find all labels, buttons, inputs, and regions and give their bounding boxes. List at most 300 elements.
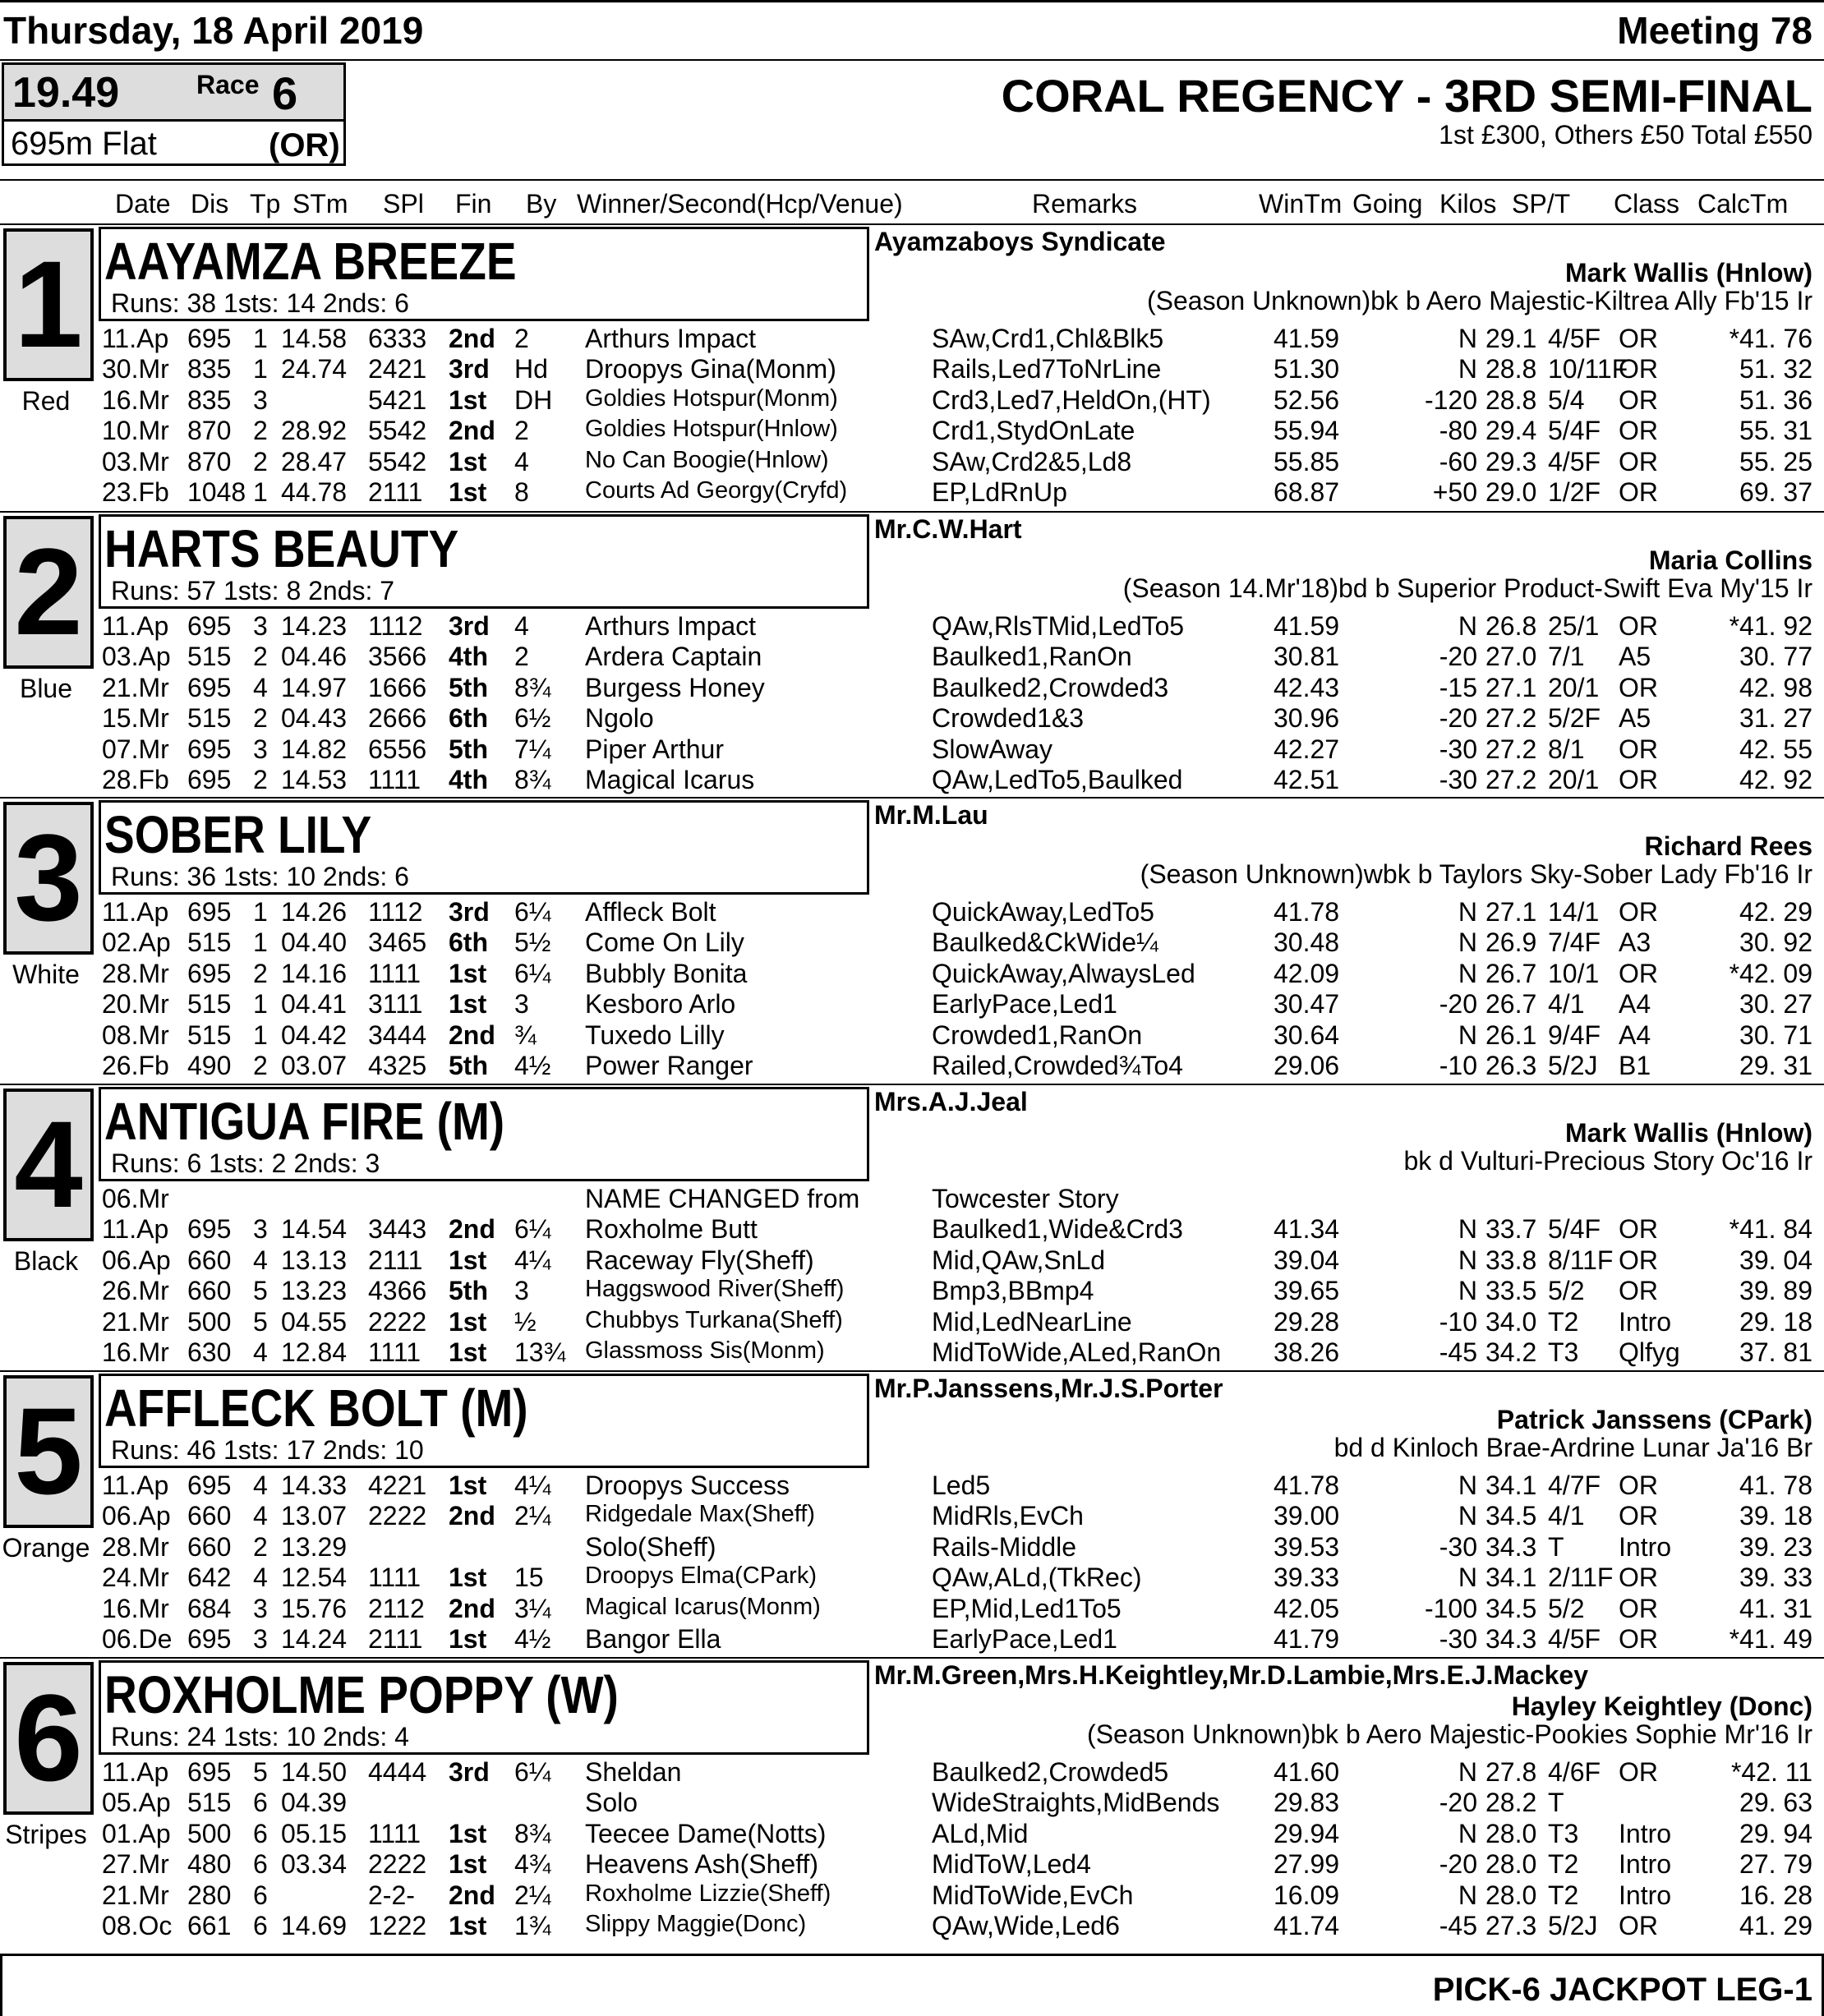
form-sectional: 04.39 bbox=[281, 1788, 348, 1818]
form-calc-time: 42. 98 bbox=[1739, 672, 1812, 702]
form-win-time: 42.43 bbox=[1274, 672, 1340, 702]
form-winner-second: Teecee Dame(Notts) bbox=[585, 1818, 827, 1848]
form-date: 06.Ap bbox=[102, 1501, 171, 1531]
form-win-time: 39.04 bbox=[1274, 1245, 1340, 1275]
form-trap: 3 bbox=[253, 1214, 268, 1245]
form-remarks: EP,LdRnUp bbox=[932, 476, 1067, 507]
form-trap: 3 bbox=[253, 1623, 268, 1654]
runner-block-5 bbox=[0, 1370, 1824, 1658]
form-split-positions: 2111 bbox=[368, 1245, 423, 1275]
top-rule bbox=[0, 0, 1824, 2]
form-date: 11.Ap bbox=[102, 611, 169, 641]
dog-stats: Runs: 6 1sts: 2 2nds: 3 bbox=[111, 1148, 380, 1178]
form-going: N bbox=[1458, 1020, 1477, 1050]
form-trap: 4 bbox=[253, 1245, 268, 1275]
form-date: 27.Mr bbox=[102, 1849, 169, 1880]
form-finish: 1st bbox=[449, 384, 487, 415]
breeding-line: bk d Vulturi-Precious Story Oc'16 Ir bbox=[1403, 1146, 1812, 1176]
form-sp: 8/11F bbox=[1548, 1245, 1614, 1275]
form-winner-second: Bubbly Bonita bbox=[585, 958, 748, 988]
table-row bbox=[0, 927, 1824, 958]
form-winner-second: Burgess Honey bbox=[585, 672, 765, 702]
form-kilos: 34.5 bbox=[1485, 1501, 1537, 1531]
form-finish: 2nd bbox=[449, 1501, 495, 1531]
form-sp: T2 bbox=[1548, 1849, 1579, 1880]
form-distance: 695 bbox=[187, 764, 232, 794]
footer-left-border bbox=[0, 1954, 2, 2016]
form-sp: 8/1 bbox=[1548, 734, 1585, 764]
form-sp: 4/5F bbox=[1548, 324, 1601, 353]
form-going: -20 bbox=[1439, 989, 1477, 1020]
form-finish: 2nd bbox=[449, 1880, 495, 1910]
form-going: -30 bbox=[1439, 764, 1477, 794]
form-win-time: 42.51 bbox=[1274, 764, 1340, 794]
form-sectional: 04.55 bbox=[281, 1306, 348, 1337]
form-going: -120 bbox=[1424, 384, 1477, 415]
form-going: N bbox=[1458, 958, 1477, 988]
form-sectional: 12.84 bbox=[281, 1337, 348, 1367]
form-split-positions: 1222 bbox=[368, 1910, 427, 1940]
form-class: B1 bbox=[1619, 1050, 1651, 1080]
form-winner-second: Arthurs Impact bbox=[585, 611, 757, 641]
form-going: -30 bbox=[1439, 1623, 1477, 1654]
dog-name-box bbox=[99, 1087, 869, 1181]
form-kilos: 34.2 bbox=[1485, 1337, 1537, 1367]
form-going: N bbox=[1458, 354, 1477, 384]
form-remarks: QAw,ALd,(TkRec) bbox=[932, 1563, 1142, 1593]
form-kilos: 26.9 bbox=[1485, 927, 1537, 958]
form-date: 08.Oc bbox=[102, 1910, 173, 1940]
trap-colour: Stripes bbox=[5, 1820, 87, 1849]
footer-rule bbox=[0, 1954, 1824, 1956]
form-sp: 5/4F bbox=[1548, 416, 1601, 446]
form-class: A3 bbox=[1619, 927, 1651, 958]
form-going: -20 bbox=[1439, 703, 1477, 734]
form-beaten-by: Hd bbox=[514, 354, 548, 384]
form-remarks: MidToWide,EvCh bbox=[932, 1880, 1134, 1910]
race-prize: 1st £300, Others £50 Total £550 bbox=[1439, 120, 1812, 150]
form-trap: 3 bbox=[253, 611, 268, 641]
form-winner-second: Chubbys Turkana(Sheff) bbox=[585, 1306, 843, 1333]
form-win-time: 39.53 bbox=[1274, 1531, 1340, 1562]
form-sectional: 14.54 bbox=[281, 1214, 348, 1245]
form-finish: 2nd bbox=[449, 324, 495, 353]
form-going: -30 bbox=[1439, 1531, 1477, 1562]
table-row bbox=[0, 734, 1824, 765]
form-winner-second: NAME CHANGED from bbox=[585, 1184, 860, 1213]
owner-name: Mr.C.W.Hart bbox=[874, 514, 1022, 544]
runner-top-rule bbox=[0, 1084, 1824, 1085]
col-kilos: Kilos bbox=[1439, 189, 1497, 219]
form-win-time: 52.56 bbox=[1274, 384, 1340, 415]
form-win-time: 38.26 bbox=[1274, 1337, 1340, 1367]
form-winner-second: Raceway Fly(Sheff) bbox=[585, 1245, 814, 1275]
form-sectional: 13.29 bbox=[281, 1531, 348, 1562]
runner-top-rule bbox=[0, 223, 1824, 225]
form-sectional: 04.46 bbox=[281, 642, 348, 672]
form-kilos: 34.1 bbox=[1485, 1471, 1537, 1500]
form-going: N bbox=[1458, 1880, 1477, 1910]
form-remarks: Baulked2,Crowded3 bbox=[932, 672, 1169, 702]
form-sp: 4/6F bbox=[1548, 1757, 1601, 1787]
form-beaten-by: 8¾ bbox=[514, 672, 551, 702]
form-distance: 515 bbox=[187, 1020, 232, 1050]
form-calc-time: 51. 36 bbox=[1739, 384, 1812, 415]
form-going: N bbox=[1458, 897, 1477, 927]
form-calc-time: 39. 89 bbox=[1739, 1276, 1812, 1306]
form-beaten-by: 4 bbox=[514, 446, 529, 476]
trainer-name: Mark Wallis (Hnlow) bbox=[1564, 258, 1812, 288]
form-distance: 660 bbox=[187, 1501, 232, 1531]
form-win-time: 42.05 bbox=[1274, 1593, 1340, 1623]
form-calc-time: 55. 25 bbox=[1739, 446, 1812, 476]
form-going: -10 bbox=[1439, 1306, 1477, 1337]
dog-name-box bbox=[99, 227, 869, 321]
owner-name: Mrs.A.J.Jeal bbox=[874, 1087, 1028, 1116]
form-trap: 6 bbox=[253, 1818, 268, 1848]
form-calc-time: 29. 94 bbox=[1739, 1818, 1812, 1848]
form-remarks: EP,Mid,Led1To5 bbox=[932, 1593, 1122, 1623]
form-beaten-by: 8 bbox=[514, 476, 529, 507]
form-remarks: Crowded1&3 bbox=[932, 703, 1084, 734]
form-split-positions: 4221 bbox=[368, 1471, 427, 1500]
runner-block-3 bbox=[0, 797, 1824, 1084]
form-beaten-by: ¾ bbox=[514, 1020, 537, 1050]
form-sectional: 28.92 bbox=[281, 416, 348, 446]
col-fin: Fin bbox=[455, 189, 492, 219]
form-finish: 1st bbox=[449, 1849, 487, 1880]
form-calc-time: 16. 28 bbox=[1739, 1880, 1812, 1910]
trap-number: 5 bbox=[14, 1382, 83, 1520]
form-split-positions: 1111 bbox=[368, 1818, 421, 1848]
form-finish: 5th bbox=[449, 672, 488, 702]
form-date: 07.Mr bbox=[102, 734, 169, 764]
form-sectional: 13.07 bbox=[281, 1501, 348, 1531]
form-going: N bbox=[1458, 1471, 1477, 1500]
form-going: -60 bbox=[1439, 446, 1477, 476]
form-sp: 4/1 bbox=[1548, 989, 1585, 1020]
dog-name: SOBER LILY bbox=[104, 805, 372, 864]
form-winner-second: No Can Boogie(Hnlow) bbox=[585, 446, 829, 473]
form-date: 11.Ap bbox=[102, 1471, 169, 1500]
table-row bbox=[0, 324, 1824, 354]
table-row bbox=[0, 416, 1824, 446]
form-distance: 515 bbox=[187, 927, 232, 958]
form-class: A4 bbox=[1619, 989, 1651, 1020]
form-sectional: 13.13 bbox=[281, 1245, 348, 1275]
form-trap: 1 bbox=[253, 927, 268, 958]
form-sp: 4/5F bbox=[1548, 446, 1601, 476]
form-remarks: Bmp3,BBmp4 bbox=[932, 1276, 1094, 1306]
table-row bbox=[0, 1624, 1824, 1655]
form-beaten-by: 4¾ bbox=[514, 1849, 551, 1880]
form-distance: 661 bbox=[187, 1910, 232, 1940]
form-distance: 280 bbox=[187, 1880, 232, 1910]
trap-colour: Black bbox=[13, 1246, 79, 1276]
form-finish: 1st bbox=[449, 1306, 487, 1337]
form-calc-time: 41. 31 bbox=[1739, 1593, 1812, 1623]
form-split-positions: 6556 bbox=[368, 734, 427, 764]
form-split-positions: 5542 bbox=[368, 416, 427, 446]
form-distance: 684 bbox=[187, 1593, 232, 1623]
race-info-box bbox=[2, 62, 346, 166]
form-split-positions: 2222 bbox=[368, 1849, 427, 1880]
form-win-time: 41.78 bbox=[1274, 1471, 1340, 1500]
form-class: OR bbox=[1619, 764, 1658, 794]
form-going: N bbox=[1458, 324, 1477, 353]
form-date: 16.Mr bbox=[102, 1593, 169, 1623]
form-beaten-by: 2¼ bbox=[514, 1880, 551, 1910]
form-finish: 2nd bbox=[449, 1020, 495, 1050]
form-class: OR bbox=[1619, 958, 1658, 988]
form-going: -20 bbox=[1439, 1849, 1477, 1880]
form-distance: 515 bbox=[187, 642, 232, 672]
form-date: 05.Ap bbox=[102, 1788, 171, 1818]
form-table bbox=[0, 324, 1824, 508]
form-winner-second: Sheldan bbox=[585, 1757, 682, 1787]
form-distance: 870 bbox=[187, 446, 232, 476]
form-calc-time: 30. 71 bbox=[1739, 1020, 1812, 1050]
form-kilos: 28.8 bbox=[1485, 384, 1537, 415]
form-calc-time: *41. 92 bbox=[1729, 611, 1812, 641]
trap-number: 6 bbox=[14, 1668, 83, 1807]
form-kilos: 27.1 bbox=[1485, 672, 1537, 702]
form-remarks: QuickAway,AlwaysLed bbox=[932, 958, 1195, 988]
form-distance: 515 bbox=[187, 1788, 232, 1818]
table-row bbox=[0, 1501, 1824, 1531]
runner-block-2 bbox=[0, 511, 1824, 799]
form-finish: 2nd bbox=[449, 1214, 495, 1245]
form-beaten-by: ½ bbox=[514, 1306, 537, 1337]
form-going: -100 bbox=[1424, 1593, 1477, 1623]
form-date: 21.Mr bbox=[102, 1306, 169, 1337]
form-sp: 4/5F bbox=[1548, 1623, 1601, 1654]
form-winner-second: Goldies Hotspur(Hnlow) bbox=[585, 416, 838, 443]
form-beaten-by: 4¼ bbox=[514, 1471, 551, 1500]
form-win-time: 41.78 bbox=[1274, 897, 1340, 927]
form-beaten-by: 7¼ bbox=[514, 734, 551, 764]
form-calc-time: 42. 29 bbox=[1739, 897, 1812, 927]
form-calc-time: 55. 31 bbox=[1739, 416, 1812, 446]
table-row bbox=[0, 1849, 1824, 1880]
form-class: OR bbox=[1619, 416, 1658, 446]
runner-top-rule bbox=[0, 1370, 1824, 1372]
form-sp: 9/4F bbox=[1548, 1020, 1601, 1050]
form-sectional: 14.97 bbox=[281, 672, 348, 702]
form-finish: 3rd bbox=[449, 611, 490, 641]
table-row bbox=[0, 1276, 1824, 1306]
form-trap: 4 bbox=[253, 1471, 268, 1500]
form-beaten-by: 2¼ bbox=[514, 1501, 551, 1531]
form-finish: 2nd bbox=[449, 1593, 495, 1623]
form-remarks: SAw,Crd1,Chl&Blk5 bbox=[932, 324, 1164, 353]
form-finish: 2nd bbox=[449, 416, 495, 446]
form-class: OR bbox=[1619, 1214, 1658, 1245]
form-kilos: 34.3 bbox=[1485, 1531, 1537, 1562]
form-class: OR bbox=[1619, 1563, 1658, 1593]
form-finish: 1st bbox=[449, 446, 487, 476]
dog-name: AAYAMZA BREEZE bbox=[104, 232, 517, 291]
form-going: -45 bbox=[1439, 1337, 1477, 1367]
form-sp: T3 bbox=[1548, 1818, 1579, 1848]
form-split-positions: 4366 bbox=[368, 1276, 427, 1306]
form-date: 16.Mr bbox=[102, 384, 169, 415]
form-going: N bbox=[1458, 611, 1477, 641]
form-going: -15 bbox=[1439, 672, 1477, 702]
form-sectional: 05.15 bbox=[281, 1818, 348, 1848]
form-trap: 5 bbox=[253, 1757, 268, 1787]
form-calc-time: *41. 49 bbox=[1729, 1623, 1812, 1654]
form-trap: 3 bbox=[253, 384, 268, 415]
form-distance: 695 bbox=[187, 324, 232, 353]
form-calc-time: 30. 77 bbox=[1739, 642, 1812, 672]
trainer-name: Mark Wallis (Hnlow) bbox=[1564, 1118, 1812, 1148]
form-finish: 1st bbox=[449, 1245, 487, 1275]
form-win-time: 68.87 bbox=[1274, 476, 1340, 507]
dog-name-box bbox=[99, 1660, 869, 1755]
trainer-name: Hayley Keightley (Donc) bbox=[1511, 1692, 1812, 1721]
form-trap: 1 bbox=[253, 897, 268, 927]
form-trap: 2 bbox=[253, 1050, 268, 1080]
form-calc-time: *42. 11 bbox=[1730, 1757, 1812, 1787]
form-date: 03.Mr bbox=[102, 446, 169, 476]
form-sectional: 14.53 bbox=[281, 764, 348, 794]
form-date: 15.Mr bbox=[102, 703, 169, 734]
form-winner-second: Magical Icarus bbox=[585, 764, 755, 794]
form-sp: T2 bbox=[1548, 1880, 1579, 1910]
form-split-positions: 6333 bbox=[368, 324, 427, 353]
form-win-time: 16.09 bbox=[1274, 1880, 1340, 1910]
form-distance: 660 bbox=[187, 1531, 232, 1562]
form-split-positions: 4444 bbox=[368, 1757, 427, 1787]
col-tp: Tp bbox=[250, 189, 281, 219]
form-calc-time: 30. 92 bbox=[1739, 927, 1812, 958]
form-sp: 5/2J bbox=[1548, 1910, 1598, 1940]
table-row bbox=[0, 1245, 1824, 1276]
form-class: OR bbox=[1619, 354, 1658, 384]
form-sectional: 12.54 bbox=[281, 1563, 348, 1593]
form-date: 26.Mr bbox=[102, 1276, 169, 1306]
form-kilos: 29.1 bbox=[1485, 324, 1537, 353]
form-split-positions: 1111 bbox=[368, 1337, 421, 1367]
form-date: 10.Mr bbox=[102, 416, 169, 446]
form-date: 02.Ap bbox=[102, 927, 171, 958]
form-remarks: Led5 bbox=[932, 1471, 991, 1500]
form-date: 26.Fb bbox=[102, 1050, 169, 1080]
form-sp: T2 bbox=[1548, 1306, 1579, 1337]
form-split-positions: 4325 bbox=[368, 1050, 427, 1080]
form-beaten-by: DH bbox=[514, 384, 553, 415]
form-sp: 7/1 bbox=[1548, 642, 1585, 672]
form-class: Intro bbox=[1619, 1531, 1672, 1562]
form-kilos: 27.0 bbox=[1485, 642, 1537, 672]
form-sp: 1/2F bbox=[1548, 476, 1601, 507]
form-going: -80 bbox=[1439, 416, 1477, 446]
form-winner-second: Droopys Elma(CPark) bbox=[585, 1563, 817, 1590]
form-sp: 20/1 bbox=[1548, 764, 1600, 794]
form-kilos: 27.8 bbox=[1485, 1757, 1537, 1787]
form-beaten-by: 2 bbox=[514, 324, 529, 353]
form-class: OR bbox=[1619, 734, 1658, 764]
form-date: 01.Ap bbox=[102, 1818, 171, 1848]
form-sectional: 04.40 bbox=[281, 927, 348, 958]
form-winner-second: Piper Arthur bbox=[585, 734, 724, 764]
form-beaten-by: 3 bbox=[514, 989, 529, 1020]
form-beaten-by: 4 bbox=[514, 611, 529, 641]
owner-name: Ayamzaboys Syndicate bbox=[874, 227, 1166, 256]
form-calc-time: *42. 09 bbox=[1729, 958, 1812, 988]
form-class: A4 bbox=[1619, 1020, 1651, 1050]
form-split-positions: 2222 bbox=[368, 1501, 427, 1531]
breeding-line: (Season Unknown)bk b Aero Majestic-Kiltrea Ally Fb'15 Ir bbox=[1146, 286, 1812, 315]
form-table bbox=[0, 1757, 1824, 1941]
form-split-positions: 3444 bbox=[368, 1020, 427, 1050]
col-sp: SP/T bbox=[1512, 189, 1571, 219]
form-beaten-by: 6¼ bbox=[514, 1214, 551, 1245]
form-finish: 3rd bbox=[449, 897, 490, 927]
form-date: 11.Ap bbox=[102, 324, 169, 353]
col-remarks: Remarks bbox=[1032, 189, 1138, 219]
form-trap: 4 bbox=[253, 1501, 268, 1531]
form-class: OR bbox=[1619, 1501, 1658, 1531]
form-class: A5 bbox=[1619, 703, 1651, 734]
form-sectional: 15.76 bbox=[281, 1593, 348, 1623]
col-stm: STm bbox=[292, 189, 348, 219]
form-finish: 5th bbox=[449, 1050, 488, 1080]
table-row bbox=[0, 1563, 1824, 1593]
form-split-positions: 5421 bbox=[368, 384, 427, 415]
form-going: -30 bbox=[1439, 734, 1477, 764]
form-sectional: 24.74 bbox=[281, 354, 348, 384]
form-trap: 2 bbox=[253, 642, 268, 672]
form-class: OR bbox=[1619, 1245, 1658, 1275]
form-trap: 2 bbox=[253, 958, 268, 988]
form-sp: 10/1 bbox=[1548, 958, 1600, 988]
form-winner-second: Come On Lily bbox=[585, 927, 744, 958]
form-sp: 20/1 bbox=[1548, 672, 1600, 702]
col-by: By bbox=[526, 189, 557, 219]
form-split-positions: 2222 bbox=[368, 1306, 427, 1337]
form-date: 21.Mr bbox=[102, 672, 169, 702]
form-win-time: 41.74 bbox=[1274, 1910, 1340, 1940]
form-finish: 6th bbox=[449, 927, 488, 958]
form-finish: 1st bbox=[449, 1337, 487, 1367]
form-going: N bbox=[1458, 1563, 1477, 1593]
form-date: 23.Fb bbox=[102, 476, 169, 507]
trap-number: 1 bbox=[14, 235, 83, 373]
form-going: N bbox=[1458, 1276, 1477, 1306]
form-kilos: 26.3 bbox=[1485, 1050, 1537, 1080]
race-grade: (OR) bbox=[269, 127, 340, 163]
race-title: CORAL REGENCY - 3RD SEMI-FINAL bbox=[1001, 70, 1812, 122]
form-winner-second: Kesboro Arlo bbox=[585, 989, 736, 1020]
form-sp: 5/4 bbox=[1548, 384, 1585, 415]
breeding-line: bd d Kinloch Brae-Ardrine Lunar Ja'16 Br bbox=[1333, 1433, 1812, 1462]
form-kilos: 29.0 bbox=[1485, 476, 1537, 507]
table-row bbox=[0, 1757, 1824, 1788]
form-split-positions: 1112 bbox=[368, 897, 423, 927]
form-trap: 2 bbox=[253, 416, 268, 446]
form-date: 06.Mr bbox=[102, 1184, 169, 1213]
form-finish: 4th bbox=[449, 642, 488, 672]
form-distance: 480 bbox=[187, 1849, 232, 1880]
form-distance: 660 bbox=[187, 1276, 232, 1306]
form-winner-second: Courts Ad Georgy(Cryfd) bbox=[585, 476, 848, 504]
form-sectional: 13.23 bbox=[281, 1276, 348, 1306]
form-table bbox=[0, 611, 1824, 795]
form-remarks: Baulked1,RanOn bbox=[932, 642, 1132, 672]
form-class: OR bbox=[1619, 446, 1658, 476]
